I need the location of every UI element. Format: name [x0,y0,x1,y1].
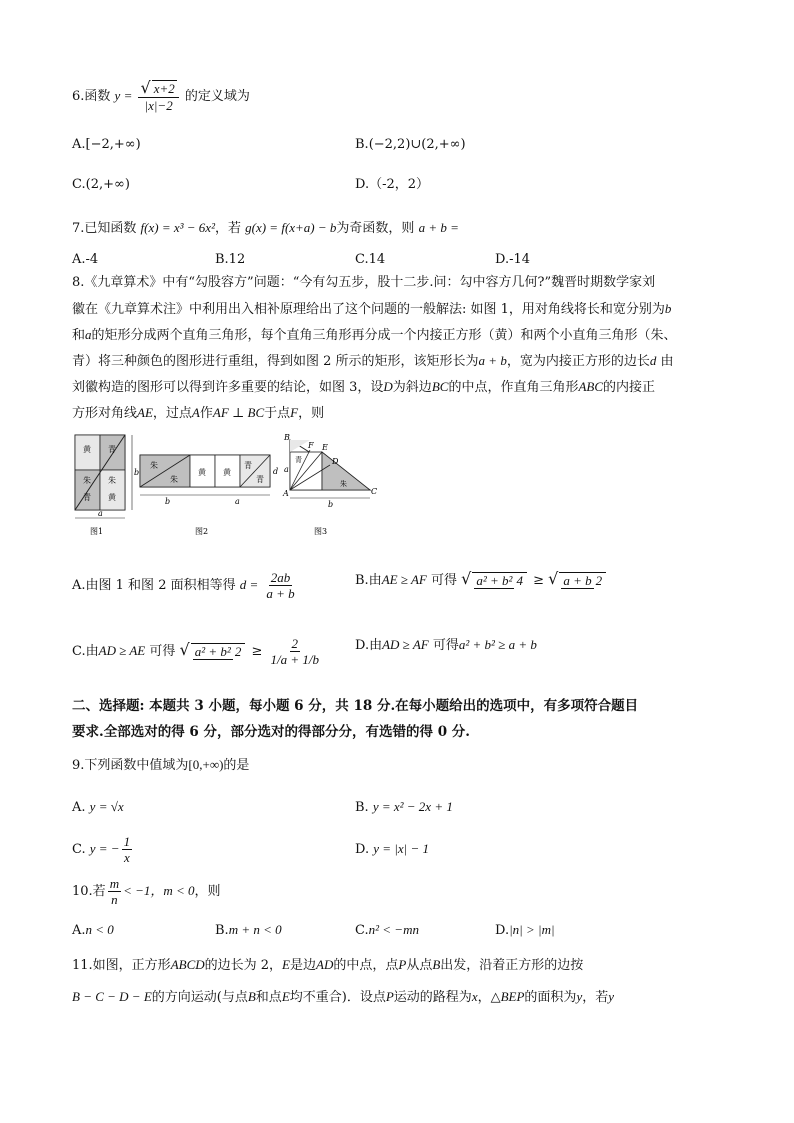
q6-option-d[interactable] [355,176,429,194]
fig1-caption: 图1 [90,527,104,536]
q6-func-num-text: x+2 [153,81,175,96]
q8-d-mid: 可得 [432,638,459,653]
q6-option-a[interactable] [72,136,141,154]
q8-line6-pre: 方形对角线 [72,406,138,421]
q8-line6-mid: ，过点 [152,406,192,421]
q9-option-a[interactable] [72,798,124,817]
q8-line2-var: b [664,301,672,316]
fig1-a-label: a [98,509,103,518]
sqrt-icon: √ [548,569,559,588]
q8-line4 [72,352,674,371]
q8-b-rad1 [472,572,527,589]
fig3-label-c: C [371,487,378,496]
figure-2 [140,455,278,536]
q8-b-rad1-num: a² + b² [476,573,513,588]
q8-a-fraction [264,570,296,601]
q7-stem [72,219,459,238]
q11-line1-mid4: 从点 [406,958,433,973]
q11-line2-p: P [385,989,394,1004]
q8-b-pre: B.由 [355,573,382,588]
fig1-yellow-label: 黄 [83,445,91,454]
q9-a-val: y = √x [89,799,124,814]
q8-line5-pre: 刘徽构造的图形可以得到许多重要的结论，如图 3，设 [72,380,384,395]
q11-line1-post: 出发，沿着正方形的边按 [440,958,584,973]
q7-option-b[interactable]: B.12 [215,252,246,267]
sqrt-icon: √ [179,640,190,659]
q6-stem [72,80,250,113]
q8-line3 [72,326,677,345]
sqrt-icon: √ [140,78,151,97]
q10-option-c[interactable] [355,921,419,940]
q6-a-label: A. [72,137,86,152]
q8-line4-pre: 青）将三种颜色的图形进行重组，得到如图 2 所示的矩形，该矩形长为 [72,354,479,369]
fig2-d-label: d [273,467,279,476]
q8-b-rad2 [559,572,606,589]
q11-line2-mid4: ，△ [477,990,501,1005]
q11-p: P [398,957,407,972]
q10-fraction [108,876,121,907]
q8-c-ge: ≥ [251,644,263,659]
q11-line2-y: y [576,989,583,1004]
q11-line1-mid3: 的中点，点 [333,958,399,973]
q8-line5-abc: ABC [578,379,604,394]
q10-option-a[interactable] [72,921,114,940]
q9-d-val: y = |x| − 1 [373,841,429,856]
q11-line1-mid2: 是边 [290,958,317,973]
q8-line5 [72,378,655,397]
q10-frac-den: n [111,892,118,907]
fig3-label-d: D [332,457,339,466]
q10-c-val: n² < −mn [368,922,419,937]
fig2-a-label: a [235,497,240,506]
q8-c-rad-den: 2 [234,644,242,659]
sqrt-icon: √ [461,569,472,588]
fig1-cyan-label-b: 青 [83,493,91,502]
q8-line6-mid2: 作 [199,406,213,421]
q8-b-ge: ≥ [533,573,544,588]
q6-d-label: D. [355,177,370,192]
q9-option-c[interactable] [72,834,134,865]
section2-header-line2: 要求.全部选对的得 6 分，部分选对的得部分分，有选错的得 0 分. [72,724,470,740]
q8-option-c[interactable] [72,636,323,667]
q8-line2 [72,300,671,319]
q8-c-pre: C.由 [72,644,99,659]
q11-line2-mid: 的方向运动(与点 [151,990,248,1005]
q8-line6-post: ，则 [298,406,325,421]
section2-header-line1: 二、选择题: 本题共 3 小题，每小题 6 分，共 18 分.在每小题给出的选项中，有多项符合题目 [72,698,639,714]
fig3-b-label: b [328,500,334,509]
q7-after: 为奇函数，则 [336,221,415,236]
q10-cond: < −1， [123,883,164,898]
q11-line2-y2: y [608,989,615,1004]
q8-option-d[interactable] [355,636,537,655]
q10-option-b[interactable] [215,921,282,940]
q11-path: B − C − D − E [72,989,152,1004]
q10-a-label: A. [72,923,86,938]
q8-line2-pre: 徽在《九章算术注》中利用出入相补原理给出了这个问题的一般解法: 如图 1，用对角线将长和宽分别为 [72,302,665,317]
q8-line5-d: D [383,379,393,394]
figure-3 [282,433,377,536]
q8-line1: 8.《九章算术》中有“勾股容方”问题：“今有勾五步，股十二步.问：勾中容方几何?”魏晋时期数学家刘 [72,275,656,290]
q6-func-lhs: y = [114,88,133,103]
fig3-label-e: E [322,443,328,452]
q8-a-lhs: d = [239,577,259,592]
q11-line2-mid2: 均不重合)．设点 [289,990,386,1005]
q8-line4-post: 由 [660,354,674,369]
q10-c-label: C. [355,923,369,938]
q8-line5-mid: 为斜边 [392,380,432,395]
q7-mid: ，若 [214,221,241,236]
q11-abcd: ABCD [170,957,205,972]
q9-c-den: x [123,850,130,865]
q10-b-label: B. [215,923,229,938]
q8-line5-post: 的内接正 [603,380,656,395]
q9-stem-suffix: 的是 [223,758,250,773]
q6-c-label: C. [72,177,86,192]
q9-c-fraction [122,834,133,865]
q8-d-cond: AD ≥ AF [382,637,429,652]
q11-line2-e: E [281,989,290,1004]
q8-c-num: 2 [291,636,299,651]
q8-line6-a: A [191,405,200,420]
q11-line1-pre: 11.如图，正方形 [72,958,171,973]
q8-line6-mid3: 于点 [264,406,291,421]
q8-c-rad [191,643,246,660]
q10-d-val: |n| > |m| [509,922,555,937]
q7-f-expr: f(x) = x³ − 6x² [140,220,215,235]
q8-a-den: a + b [266,586,295,601]
q10-b-val: m + n < 0 [228,922,282,937]
fig2-cyan-label-b: 青 [256,475,264,484]
q8-b-rad2-num: a + b [563,573,592,588]
q9-option-b[interactable] [355,798,453,817]
q8-line4-var: d [649,353,657,368]
q7-g-expr: g(x) = f(x+a) − b [245,220,337,235]
q10-post: ，则 [194,884,221,899]
q8-line5-bc: BC [431,379,449,394]
q8-c-den: 1/a + 1/b [270,652,320,667]
q7-ask: a + b = [418,220,459,235]
fig3-label-b: B [284,433,290,442]
q8-b-rad1-den: 4 [516,573,523,588]
q8-figures [70,430,390,540]
fig1-b-label: b [134,468,140,477]
q8-line6-ae: AE [137,405,153,420]
q10-stem-prefix: 10.若 [72,884,106,899]
fig3-label-f: F [308,441,314,450]
q9-a-label: A. [72,800,86,815]
q9-option-d[interactable] [355,840,429,859]
q7-option-d[interactable]: D.-14 [495,252,531,267]
q8-line4-len: a + b [478,353,507,368]
q11-line2-post: ，若 [582,990,609,1005]
fig3-cyan-label: 青 [295,456,302,464]
q11-line2-mid5: 的面积为 [524,990,577,1005]
q11-line2-mid3: 运动的路程为 [393,990,472,1005]
q8-d-pre: D.由 [355,638,383,653]
q11-line1 [72,956,583,975]
q9-c-num: 1 [123,834,131,849]
q8-line4-mid: ，宽为内接正方形的边长 [506,354,650,369]
q6-b-val: (−2,2)∪(2,+∞) [368,137,466,152]
q6-stem-suffix: 的定义域为 [184,89,250,104]
fig1-yellow-label-b: 黄 [108,493,116,502]
fig2-cyan-label-a: 青 [244,461,252,470]
fig3-red-label: 朱 [340,480,347,488]
q8-line6-f: F [290,405,299,420]
q8-line3-pre: 和 [72,328,86,343]
q11-line1-mid: 的边长为 2， [204,958,283,973]
q9-c-label: C. [72,842,86,857]
q9-stem-range: [0,+∞) [188,757,224,772]
q11-b: B [432,957,441,972]
q6-func-num [138,80,178,98]
q11-line2-bep: BEP [500,989,525,1004]
q6-option-c[interactable] [72,176,130,194]
q8-b-mid: 可得 [431,573,458,588]
figure-1 [75,435,139,536]
fig3-caption: 图3 [314,527,328,536]
q8-c-mid: 可得 [149,644,176,659]
q9-stem-prefix: 9.下列函数中值域为 [72,758,189,773]
fig2-yellow-label-b: 黄 [223,468,231,477]
fig1-red-label-a: 朱 [83,476,91,485]
q6-d-val: （-2，2） [369,177,430,192]
q8-line3-var: a [85,327,92,342]
q8-c-rad-num: a² + b² [194,644,231,659]
fig3-a-label: a [284,465,289,474]
q7-stem-prefix: 7.已知函数 [72,221,137,236]
q9-b-val: y = x² − 2x + 1 [372,799,453,814]
q6-c-val: (2,+∞) [85,177,130,192]
q9-stem [72,756,249,775]
q6-option-b[interactable] [355,136,466,154]
fig3-label-a: A [283,489,289,498]
q6-b-label: B. [355,137,369,152]
q11-e: E [282,957,290,972]
q11-line2 [72,988,614,1007]
q10-frac-num: m [109,876,120,891]
q8-option-b[interactable] [355,570,608,590]
q8-c-cond: AD ≥ AE [98,643,146,658]
fig1-red-label-b: 朱 [108,476,116,485]
q7-option-c[interactable]: C.14 [355,252,386,267]
q9-d-label: D. [355,842,370,857]
fig2-red-label-b: 朱 [170,475,178,484]
q10-a-val: n < 0 [85,922,114,937]
q8-b-rad2-den: 2 [595,573,603,588]
q8-line3-post: 的矩形分成两个直角三角形，每个直角三角形再分成一个内接正方形（黄）和两个小直角三角形（朱、 [91,328,677,343]
fig1-cyan-label: 青 [108,445,116,454]
q11-line2-and: 和点 [255,990,282,1005]
q10-cond2: m < 0 [163,883,195,898]
q8-line5-mid2: 的中点，作直角三角形 [448,380,579,395]
q10-d-label: D. [495,923,510,938]
q10-option-d[interactable] [495,921,555,940]
q8-d-result: a² + b² ≥ a + b [458,637,537,652]
q10-stem [72,876,221,907]
q8-c-fraction [269,636,322,667]
q9-b-label: B. [355,800,369,815]
q8-line6-perp: AF ⊥ BC [212,405,265,420]
q7-option-a[interactable]: A.-4 [72,252,99,267]
q9-c-lhs: y = − [89,841,120,856]
q8-line6 [72,404,324,423]
fig2-yellow-label-a: 黄 [198,468,206,477]
q8-option-a[interactable] [72,570,299,601]
q11-line2-b: B [247,989,256,1004]
q11-ad: AD [316,957,334,972]
fig2-red-label-a: 朱 [150,461,158,470]
q8-b-cond: AE ≥ AF [381,572,427,587]
q11-line2-x: x [471,989,478,1004]
q6-stem-prefix: 6.函数 [72,89,111,104]
q6-func-fraction [138,80,178,113]
fig2-b-label: b [165,497,171,506]
q6-func-den: |x|−2 [144,98,173,113]
fig2-caption: 图2 [195,527,209,536]
q6-a-val: [−2,+∞) [85,137,141,152]
q8-a-pre: A.由图 1 和图 2 面积相等得 [72,578,236,593]
q8-a-num: 2ab [270,570,291,585]
